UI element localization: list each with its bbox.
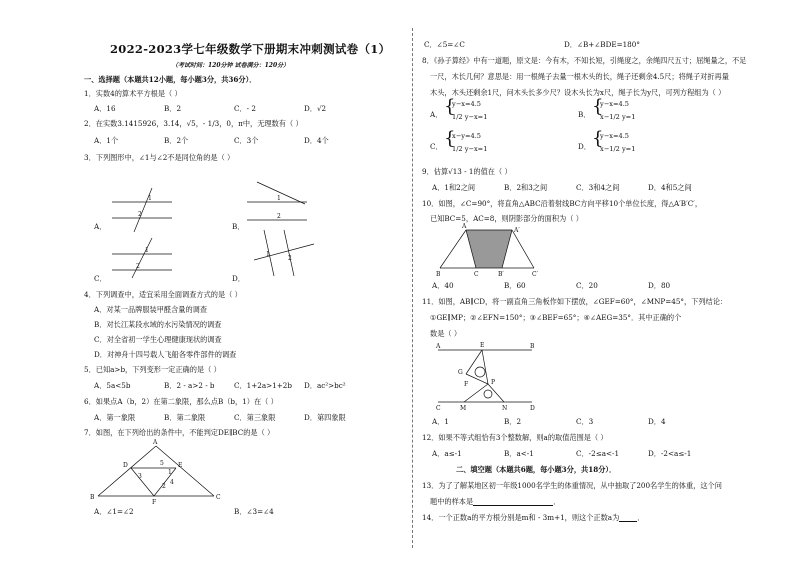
- option: B．2和3之间: [504, 183, 548, 192]
- svg-text:2: 2: [138, 211, 142, 218]
- question-13-line: 题中的样本是 ．: [430, 497, 561, 506]
- option: D．4和5之间: [648, 183, 692, 192]
- option: B．2个: [164, 136, 189, 145]
- brace-icon: {: [444, 128, 456, 149]
- fig-label: G: [458, 369, 463, 376]
- option-label: A．: [430, 110, 443, 119]
- option: B．第二象限: [164, 413, 206, 422]
- fig-label: B: [530, 343, 535, 350]
- option: B．2: [164, 104, 182, 113]
- question-8-line: 木头，木头还剩余1尺，问木头长多少尺？设木头长为x尺，绳子长为y尺，可列方程组为（ ）: [430, 88, 726, 97]
- q1-options: [94, 104, 364, 113]
- fig-label: E: [480, 342, 485, 349]
- page-title: 2022-2023学七年级数学下册期末冲刺测试卷（1）: [110, 42, 391, 56]
- svg-text:2: 2: [136, 263, 140, 270]
- option: D．第四象限: [304, 413, 346, 422]
- option: C．3个: [234, 136, 259, 145]
- fig-label: E: [178, 462, 183, 469]
- option: D．4个: [304, 136, 329, 145]
- q6-options: [94, 413, 364, 422]
- option-label: B．: [232, 222, 245, 231]
- option-label: C．: [94, 274, 107, 283]
- fig-label: B: [436, 271, 441, 278]
- question-11-line: 数是（ ）: [430, 329, 462, 338]
- q10-figure: [436, 223, 546, 278]
- svg-text:2: 2: [277, 213, 281, 220]
- option-label: D．: [578, 142, 591, 151]
- option: D．80: [648, 281, 671, 290]
- option: C．20: [576, 281, 598, 290]
- option-label: C．: [430, 142, 443, 151]
- option: C．-2≤a<-1: [576, 449, 620, 458]
- option: A．16: [94, 104, 116, 113]
- question-6: 6．如果点A（b，2）在第二象限，那么点B（b，1）在（ ）: [84, 397, 278, 406]
- q3-figure-a: [112, 188, 172, 232]
- question-12: 12．如果不等式组恰有3个整数解，则a的取值范围是（ ）: [422, 433, 608, 442]
- option: A．1和2之间: [432, 183, 476, 192]
- option: A．1: [432, 417, 449, 426]
- section-heading: 一、选择题（本题共12小题，每小题3分，共36分）．: [84, 75, 257, 84]
- option: A．5a<5b: [94, 381, 131, 390]
- question-10-line: 已知BC=5，AC=8，则阴影部分的面积为（ ）: [430, 214, 583, 223]
- svg-text:2: 2: [288, 255, 292, 262]
- option: D．ac²>bc²: [304, 381, 346, 390]
- q5-options: [94, 381, 364, 390]
- fig-label: D: [530, 405, 535, 412]
- option: A．40: [432, 281, 454, 290]
- option: C．1+2a>1+2b: [234, 381, 292, 390]
- option: B．60: [504, 281, 526, 290]
- fig-label: A′: [514, 227, 520, 234]
- svg-text:1: 1: [148, 195, 152, 202]
- option: A．第一象限: [94, 413, 136, 422]
- fig-label: B′: [498, 271, 504, 278]
- brace-icon: {: [592, 128, 604, 149]
- fig-label: M: [460, 405, 467, 412]
- svg-text:1: 1: [145, 247, 149, 254]
- q3-figure-c: [112, 238, 172, 278]
- option: D．-2<a≤-1: [648, 449, 692, 458]
- fig-label: N: [502, 405, 508, 412]
- option: C．第三象限: [234, 413, 276, 422]
- fig-label: 4: [170, 479, 174, 486]
- question-11-line: ①GE∥MP；②∠EFN=150°；③∠BEF=65°；④∠AEG=35°．其中正确的个: [430, 313, 682, 322]
- option: B．对长江某段水域的水污染情况的调查: [94, 320, 222, 329]
- option: D．∠B+∠BDE=180°: [564, 40, 640, 49]
- question-2: 2．在实数3.1415926，3.1̇4̇，√5，- 1/3，0，π中，无理数有（ ）: [84, 119, 303, 128]
- option: B．2 - a>2 - b: [164, 381, 215, 390]
- question-8-line: 8．《孙子算经》中有一道题，原文是：今有木，不知长短，引绳度之，余绳四尺五寸；屈绳量之，不足: [422, 56, 747, 65]
- q7-options-continued: [424, 40, 664, 49]
- question-4: 4．下列调查中，适宜采用全面调查方式的是（ ）: [84, 290, 242, 299]
- option: A．对某一品牌服装甲醛含量的调查: [94, 305, 208, 314]
- option: C．- 2: [234, 104, 256, 113]
- q2-options: [94, 136, 364, 145]
- question-7: 7．如图，在下列给出的条件中，不能判定DE∥BC的是（ ）: [84, 428, 275, 437]
- option: A．1个: [94, 136, 119, 145]
- fig-label: A: [436, 343, 441, 350]
- question-8-line: 一尺，木长几何？意思是：用一根绳子去量一根木头的长，绳子还剩余4.5尺；将绳子对折再量: [430, 72, 729, 81]
- option: B．2: [504, 417, 522, 426]
- left-column: [82, 0, 402, 562]
- option-label: A．: [94, 222, 107, 231]
- option: C．对全省初一学生心理健康现状的调查: [94, 335, 222, 344]
- column-divider: [412, 28, 413, 548]
- svg-text:1: 1: [266, 251, 270, 258]
- option: C．3和4之间: [576, 183, 620, 192]
- q12-options: [432, 449, 720, 458]
- exam-info: （考试时间：120分钟 试卷满分：120分）: [172, 62, 290, 69]
- fig-label: F: [464, 381, 469, 388]
- q3-figure-d: [254, 230, 314, 276]
- fig-label: D: [123, 462, 128, 469]
- fig-label: 1: [168, 469, 172, 476]
- right-column: [422, 0, 747, 562]
- q3-figure-b: [247, 182, 307, 226]
- option: D．对神舟十四号载人飞船各零件部件的调查: [94, 350, 237, 359]
- fig-label: C: [436, 405, 441, 412]
- fig-label: A: [462, 223, 467, 230]
- question-10-line: 10．如图，∠C=90°，将直角△ABC沿着射线BC方向平移10个单位长度，得△A′B′C′，: [422, 199, 703, 208]
- equation-system: { y−x=4.5 x−1/2 y=1: [592, 128, 636, 153]
- fig-label: F: [152, 499, 157, 506]
- equation-system: { x−y=4.5 1/2 y−x=1: [444, 128, 488, 153]
- option: C．∠5=∠C: [424, 40, 465, 49]
- brace-icon: {: [444, 96, 456, 117]
- fig-label: 3: [138, 473, 142, 480]
- brace-icon: {: [592, 96, 604, 117]
- q7-options: [94, 507, 314, 516]
- question-14: 14．一个正数a的平方根分别是m和 - 3m+1，则这个正数a为 ．: [422, 513, 645, 522]
- fig-label: B: [90, 494, 95, 501]
- option: D．4: [648, 417, 666, 426]
- equation-system: { y−x=4.5 1/2 y−x=1: [444, 96, 488, 121]
- fig-label: C: [474, 271, 479, 278]
- fig-label: P: [491, 379, 496, 386]
- q7-figure: [90, 439, 221, 506]
- question-3: 3．下列图形中，∠1与∠2不是同位角的是（ ）: [84, 153, 235, 162]
- q9-options: [432, 183, 720, 192]
- option-label: B．: [578, 110, 591, 119]
- section-heading: 二、填空题（本题共6题，每小题3分，共18分）．: [456, 465, 617, 474]
- question-9: 9．估算√13 - 1的值在（ ）: [422, 167, 512, 176]
- question-11-line: 11．如图，AB∥CD，将一副直角三角板作如下摆放，∠GEF=60°，∠MNP=45°，下列结论：: [422, 297, 728, 306]
- fig-label: A: [153, 439, 158, 446]
- option: A．∠1=∠2: [94, 507, 134, 516]
- fig-label: C′: [532, 271, 538, 278]
- option: C．3: [576, 417, 594, 426]
- question-5: 5．已知a>b，下列变形一定正确的是（ ）: [84, 365, 221, 374]
- question-13-line: 13．为了了解某地区初一年级1000名学生的体重情况，从中抽取了200名学生的体重，这个问: [422, 481, 722, 490]
- q11-options: [432, 417, 720, 426]
- answer-blank[interactable]: [619, 514, 637, 522]
- option: B．a<-1: [504, 449, 534, 458]
- option: A．a≤-1: [432, 449, 462, 458]
- fig-label: 5: [160, 460, 164, 467]
- q11-figure: [436, 344, 536, 410]
- option: B．∠3=∠4: [234, 507, 274, 516]
- question-1: 1．实数4的算术平方根是（ ）: [84, 89, 182, 98]
- option: D．√2: [304, 104, 327, 113]
- svg-text:1: 1: [277, 195, 281, 202]
- q10-options: [432, 281, 720, 290]
- fig-label: 2: [162, 483, 166, 490]
- option-label: D．: [232, 274, 245, 283]
- fig-label: C: [216, 494, 221, 501]
- answer-blank[interactable]: [473, 498, 553, 506]
- equation-system: { y−x=4.5 x−1/2 y=1: [592, 96, 636, 121]
